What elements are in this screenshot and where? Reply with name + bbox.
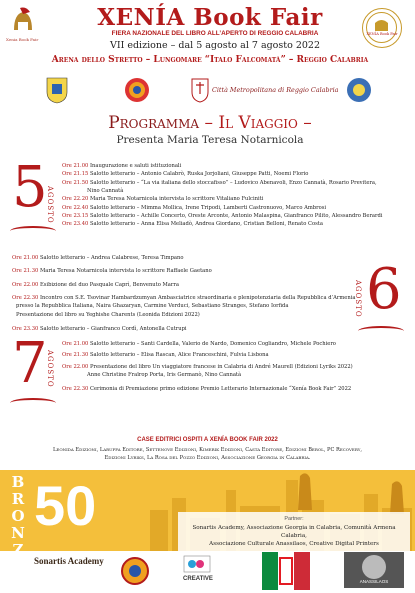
creative-printers-logo-icon — [182, 554, 212, 576]
armenian-community-logo-icon — [120, 554, 150, 588]
institution-logos — [40, 76, 380, 106]
city-seal-icon — [346, 76, 372, 104]
program-title-theme: – Il Viaggio – — [199, 113, 312, 133]
program-title — [40, 113, 380, 133]
event-row: Ore 23.15 Salotto letterario – Achille Concerto, Oreste Arconte, Antonio Malaspina, Gianfranco Pilito, Alessandro Berardi — [62, 213, 383, 220]
day-5-month: AGOSTO — [46, 186, 54, 224]
fifty-anniversary: 50 — [34, 474, 97, 537]
event-row: Ore 21.50 Salotto letterario – “La via italiana dello stoccafisso” – Ludovico Abenavoli, Enzo Cannatà, Rosario Previtera, — [62, 179, 377, 186]
event-row: Ore 23.30 Salotto letterario – Gianfranco Cordì, Antonella Cutrupi — [12, 326, 187, 333]
event-row: Ore 22.00 Presentazione del libro Un viaggiatore francese in Calabria di André Maurell (Edizioni Lyriks 2022) — [62, 363, 353, 370]
fair-subtitle: FIERA NAZIONALE DEL LIBRO ALL’APERTO DI REGGIO CALABRIA — [111, 30, 319, 37]
publishers-title: CASE EDITRICI OSPITI A XENÍA BOOK FAIR 2022 — [137, 437, 278, 443]
partner-line: Sonartis Academy, Associazione Georgia in Calabria, Comunità Armena Calabria, — [192, 525, 396, 539]
day-6-month: AGOSTO — [354, 280, 362, 318]
publishers-list — [22, 447, 393, 462]
metro-city-crest-icon — [190, 76, 210, 104]
georgia-italy-flag-icon — [262, 552, 310, 590]
presenter-line: Presenta Maria Teresa Notarnicola — [116, 134, 304, 146]
event-row: Ore 22.20 Maria Teresa Notarnicola intervista lo scrittore Vitaliano Fulciniti — [62, 196, 264, 203]
partner-line: Associazione Culturale Anassilaos, Creative Digital Printers — [209, 541, 379, 547]
publishers-line: Leonida Edizioni, Laruffa Editore, Settenove Edizioni, Kimerik Edizioni, Casta Editore, Edizioni Berol, PC Recovery, — [53, 447, 362, 453]
day-7-schedule — [62, 340, 353, 394]
book-decoration-icon — [10, 398, 56, 408]
event-row: Ore 23.40 Salotto letterario – Anna Elisa Meliadò, Andrea Giordano, Cristian Belloni, Renato Costa — [62, 221, 323, 228]
event-row: Ore 22.40 Salotto letterario – Mimma Mollica, Irene Tripodi, Lamberti Castronuovo, Marco Ambrosi — [62, 204, 327, 211]
region-crest-icon — [44, 76, 70, 104]
sonartis-logo: Sonartis Academy — [34, 556, 104, 566]
event-row: Ore 21.15 Salotto letterario – Antonio Calabrò, Ruska Jorjoliani, Giuseppe Patti, Noemi Florio — [62, 171, 309, 178]
day-6-number: 6 — [366, 257, 402, 322]
event-row: Ore 21.30 Maria Teresa Notarnicola intervista lo scrittore Raffaele Gaetano — [12, 268, 212, 275]
event-row: Ore 21.00 Salotto letterario – Andrea Calabrese, Teresa Timpano — [12, 255, 184, 261]
event-row: presso la Repubblica Italiana, Naira Ghazaryan, Carmine Verduci, Sebastiano Stranges, Stefano Iorfida — [16, 303, 289, 310]
partner-title: Partner: — [284, 516, 304, 522]
program-title-main: Programma — [108, 113, 200, 133]
event-row: Ore 22.30 Cerimonia di Premiazione primo edizione Premio Letterario Internazionale “Xenía Book Fair” 2022 — [62, 386, 352, 393]
helmet-logo-icon — [8, 6, 38, 36]
venue-line: Arena dello Stretto – Lungomare “Italo Falcomatà” – Reggio Calabria — [51, 55, 369, 65]
xenia-badge-icon — [362, 8, 402, 48]
edition-line: VII edizione – dal 5 agosto al 7 agosto 2022 — [109, 40, 321, 51]
anassilaos-label: ANASSILAOS — [359, 579, 389, 584]
day-6-schedule — [12, 254, 355, 333]
event-row: Ore 21.00 Inaugurazione e saluti istituzionali — [62, 163, 182, 169]
event-row: Ore 22.00 Esibizione del duo Pasquale Caprì, Benvenuto Marra — [12, 281, 179, 288]
event-row: Anne Christine Fraïrop Porta, Iris Germanò, Nino Cannatà — [87, 372, 242, 379]
event-row: Ore 21.30 Salotto letterario – Elisa Rascan, Alice Franceschini, Fulvia Lisbona — [62, 352, 269, 359]
bronzi-vertical-text: B R O N Z I — [11, 473, 25, 576]
badge-caption: XENÍA Book Fair — [366, 32, 398, 36]
event-row: Ore 21.00 Salotto letterario – Santi Cardella, Valerio de Nardo, Domenico Cogliandro, Michele Pochiero — [62, 341, 336, 347]
sponsor-logos — [0, 552, 415, 593]
event-row: Ore 22.30 Incontro con S.E. Tsovinar Hambardzumyan Ambasciatrice straordinaria e plenipotenziaria della Repubblica d’Armenia — [12, 295, 356, 302]
event-row: Nino Cannatà — [87, 188, 124, 195]
small-logo-caption: Xenia Book Fair — [6, 37, 39, 42]
publishers-line: Edizioni Lyriks, La Rosa del Pozzo Edizioni, Associazione Georgia in Calabria. — [104, 454, 311, 461]
day-5-schedule — [62, 162, 382, 229]
metro-city-label: Città Metropolitana di Reggio Calabria — [212, 86, 339, 94]
day-7-number: 7 — [12, 331, 48, 396]
partner-list — [180, 524, 408, 548]
day-7-month: AGOSTO — [46, 350, 54, 388]
day-5-number: 5 — [12, 155, 48, 220]
book-decoration-icon — [358, 326, 404, 336]
book-decoration-icon — [10, 226, 56, 236]
page-title: XENÍA Book Fair — [97, 4, 323, 31]
armenia-emblem-icon — [124, 76, 150, 104]
event-row: Presentazione del libro su Yeghishe Charents (Leonida Edizioni 2022) — [16, 311, 200, 318]
creative-logo-label: CREATIVE — [183, 576, 213, 582]
